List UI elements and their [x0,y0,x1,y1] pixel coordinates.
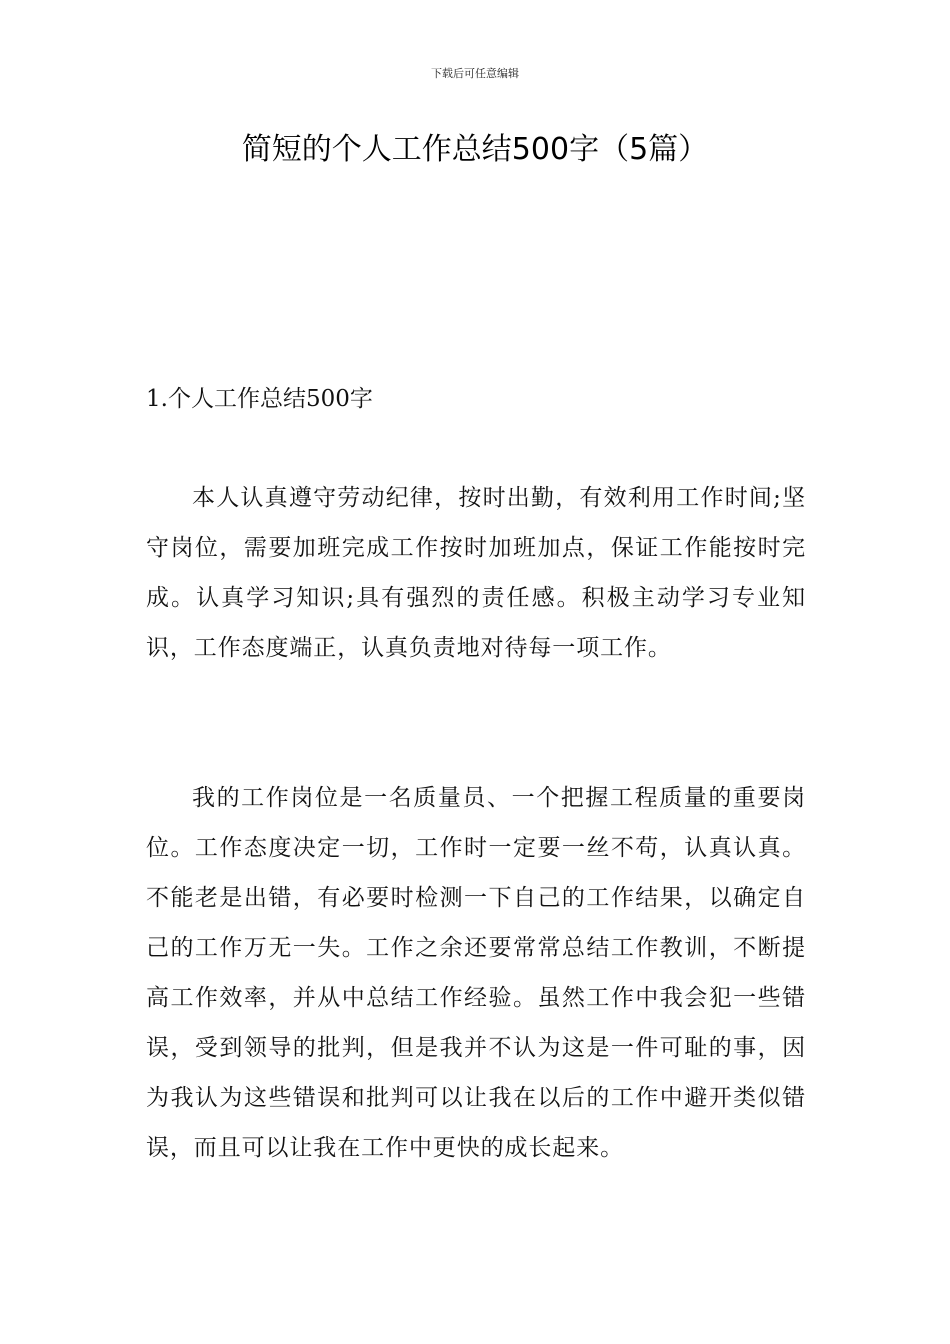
header-note: 下载后可任意编辑 [431,67,519,80]
document-title: 简短的个人工作总结500字（5篇） [241,132,709,167]
body-paragraph-1: 本人认真遵守劳动纪律，按时出勤，有效利用工作时间;坚守岗位，需要加班完成工作按时加班加点，保证工作能按时完成。认真学习知识;具有强烈的责任感。积极主动学习专业知识，工作态度端正，认真负责地对待每一项工作。 [146,485,806,661]
body-paragraph-2: 我的工作岗位是一名质量员、一个把握工程质量的重要岗位。工作态度决定一切，工作时一定要一丝不苟，认真认真。不能老是出错，有必要时检测一下自己的工作结果，以确定自己的工作万无一失。工作之余还要常常总结工作教训，不断提高工作效率，并从中总结工作经验。虽然工作中我会犯一些错误，受到领导的批判，但是我并不认为这是一件可耻的事，因为我认为这些错误和批判可以让我在以后的工作中避开类似错误，而且可以让我在工作中更快的成长起来。 [146,785,806,1161]
section-heading: 1.个人工作总结500字 [146,386,373,412]
